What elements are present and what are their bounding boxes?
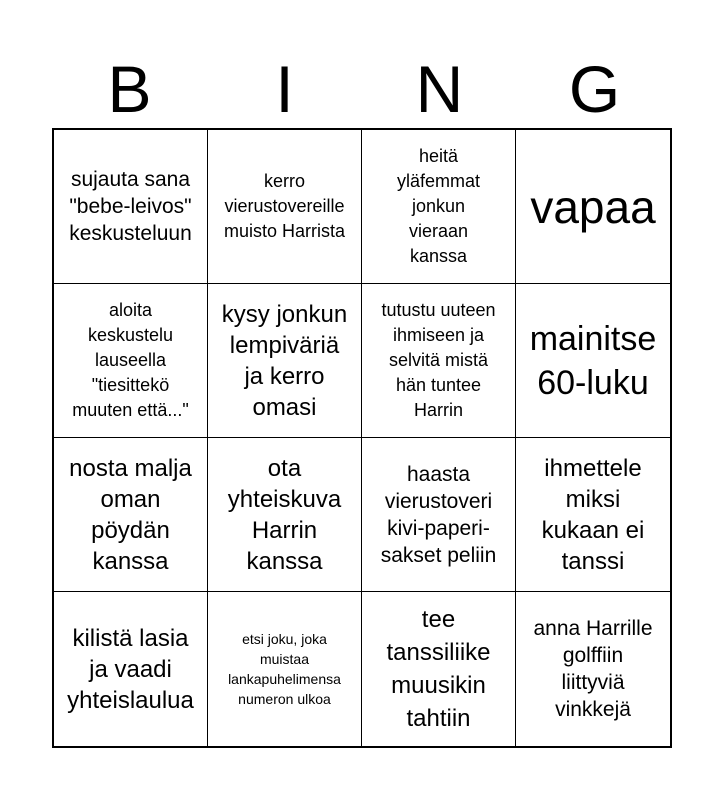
bingo-cell[interactable] [362, 438, 516, 592]
bingo-cell-text: etsi joku, joka muistaa lankapuhelimensa numeron ulkoa [228, 631, 341, 707]
bingo-cell-text: nosta malja oman pöydän kanssa [69, 454, 192, 575]
bingo-header [52, 50, 672, 128]
bingo-cell[interactable] [516, 284, 670, 438]
bingo-cell[interactable] [516, 592, 670, 746]
bingo-cell-text: vapaa [530, 180, 656, 233]
bingo-cell[interactable] [208, 130, 362, 284]
bingo-cell[interactable] [362, 284, 516, 438]
bingo-cell[interactable] [54, 592, 208, 746]
bingo-cell-text: kilistä lasia ja vaadi yhteislaulua [67, 624, 194, 714]
header-letter-g: G [568, 52, 621, 126]
bingo-cell-text: mainitse 60-luku [529, 319, 657, 402]
bingo-cell[interactable] [54, 438, 208, 592]
bingo-cell[interactable] [208, 284, 362, 438]
bingo-cell-text: ota yhteiskuva Harrin kanssa [227, 454, 342, 575]
bingo-cell-text: kysy jonkun lempiväriä ja kerro omasi [221, 300, 348, 421]
bingo-cell[interactable] [54, 284, 208, 438]
bingo-cell-text: tutustu uuteen ihmiseen ja selvitä mistä hän tuntee Harrin [381, 300, 496, 420]
bingo-cell-text: haasta vierustoveri kivi-paperi- sakset peliin [380, 462, 497, 567]
bingo-cell-text: tee tanssiliike muusikin tahtiin [386, 606, 491, 732]
bingo-cell-text: heitä yläfemmat jonkun vieraan kanssa [396, 146, 481, 266]
bingo-cell[interactable] [362, 130, 516, 284]
bingo-cell-text: anna Harrille golffiin liittyviä vinkkejä [533, 617, 653, 721]
bingo-cell-free[interactable] [516, 130, 670, 284]
bingo-cell[interactable] [516, 438, 670, 592]
bingo-cell-text: kerro vierustovereille muisto Harrista [223, 171, 346, 241]
header-letter-i: I [275, 52, 294, 126]
bingo-cell[interactable] [362, 592, 516, 746]
bingo-board [52, 128, 672, 748]
bingo-cell[interactable] [208, 438, 362, 592]
header-letter-n: N [415, 52, 464, 126]
bingo-cell[interactable] [54, 130, 208, 284]
bingo-cell-text: sujauta sana "bebe-leivos" keskusteluun [69, 168, 192, 245]
bingo-cell-text: ihmettele miksi kukaan ei tanssi [541, 454, 645, 575]
bingo-cell[interactable] [208, 592, 362, 746]
header-letter-b: B [107, 52, 152, 126]
bingo-cell-text: aloita keskustelu lauseella "tiesittekö muuten että..." [72, 300, 189, 420]
